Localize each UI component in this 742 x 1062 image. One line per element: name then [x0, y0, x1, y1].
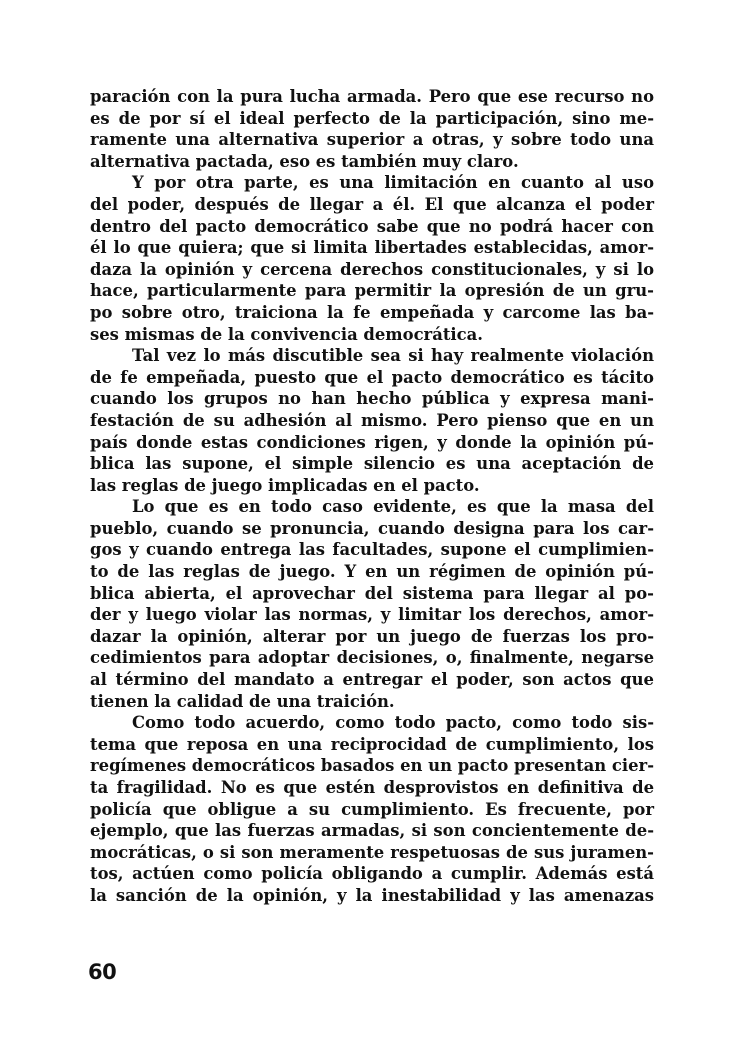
text-line: del poder, después de llegar a él. El que alcanza el poder [90, 194, 654, 214]
text-line: de fe empeñada, puesto que el pacto democrático es tácito [90, 367, 654, 387]
text-line: dazar la opinión, alterar por un juego de fuerzas los pro- [90, 626, 654, 646]
text-line: hace, particularmente para permitir la opresión de un gru- [90, 281, 654, 301]
text-line: pueblo, cuando se pronuncia, cuando designa para los car- [90, 518, 654, 538]
paragraph-4 [90, 496, 654, 712]
text-line: blica las supone, el simple silencio es una aceptación de [90, 454, 654, 474]
text-line: festación de su adhesión al mismo. Pero pienso que en un [90, 410, 654, 430]
text-line: dentro del pacto democrático sabe que no podrá hacer con [90, 216, 654, 236]
text-line: po sobre otro, traiciona la fe empeñada y carcome las ba- [90, 302, 654, 322]
text-line: cuando los grupos no han hecho pública y expresa mani- [90, 389, 654, 409]
text-line: Como todo acuerdo, como todo pacto, como todo sis- [132, 713, 654, 733]
paragraph-5 [90, 712, 654, 906]
page-number: 60 [88, 960, 117, 984]
text-line: él lo que quiera; que si limita libertades establecidas, amor- [90, 238, 654, 258]
body-text [90, 86, 654, 907]
text-line: paración con la pura lucha armada. Pero que ese recurso no [90, 87, 654, 106]
text-line: ses mismas de la convivencia democrática. [90, 324, 483, 344]
paragraph-2 [90, 172, 654, 345]
text-line: es de por sí el ideal perfecto de la participación, sino me- [90, 108, 654, 128]
text-line: tema que reposa en una reciprocidad de cumplimiento, los [90, 734, 654, 754]
text-line: blica abierta, el aprovechar del sistema para llegar al po- [90, 583, 654, 603]
text-line: ta fragilidad. No es que estén desprovistos en definitiva de [90, 778, 654, 797]
text-line: Y por otra parte, es una limitación en cuanto al uso [132, 173, 654, 193]
text-line: daza la opinión y cercena derechos constitucionales, y si lo [90, 259, 654, 279]
text-line: to de las reglas de juego. Y en un régimen de opinión pú- [90, 562, 654, 582]
text-line: la sanción de la opinión, y la inestabilidad y las amenazas [90, 885, 654, 905]
text-line: tienen la calidad de una traición. [90, 691, 395, 711]
text-line: al término del mandato a entregar el poder, son actos que [90, 670, 654, 690]
text-line: alternativa pactada, eso es también muy claro. [90, 151, 519, 171]
text-line: Lo que es en todo caso evidente, es que la masa del [132, 497, 654, 517]
paragraph-3 [90, 345, 654, 496]
text-line: país donde estas condiciones rigen, y donde la opinión pú- [90, 432, 654, 452]
text-line: regímenes democráticos basados en un pacto presentan cier- [90, 756, 654, 776]
text-line: der y luego violar las normas, y limitar los derechos, amor- [90, 605, 654, 625]
text-line: las reglas de juego implicadas en el pacto. [90, 475, 480, 495]
text-line: Tal vez lo más discutible sea si hay realmente violación [132, 346, 654, 366]
text-line: mocráticas, o si son meramente respetuosas de sus juramen- [90, 842, 654, 862]
text-line: tos, actúen como policía obligando a cumplir. Además está [90, 864, 654, 884]
text-line: ramente una alternativa superior a otras, y sobre todo una [90, 130, 654, 150]
text-line: ejemplo, que las fuerzas armadas, si son concientemente de- [90, 821, 654, 841]
text-line: gos y cuando entrega las facultades, supone el cumplimien- [90, 540, 654, 560]
text-line: policía que obligue a su cumplimiento. Es frecuente, por [90, 799, 654, 819]
text-line: cedimientos para adoptar decisiones, o, finalmente, negarse [90, 648, 654, 668]
paragraph-1 [90, 86, 654, 172]
